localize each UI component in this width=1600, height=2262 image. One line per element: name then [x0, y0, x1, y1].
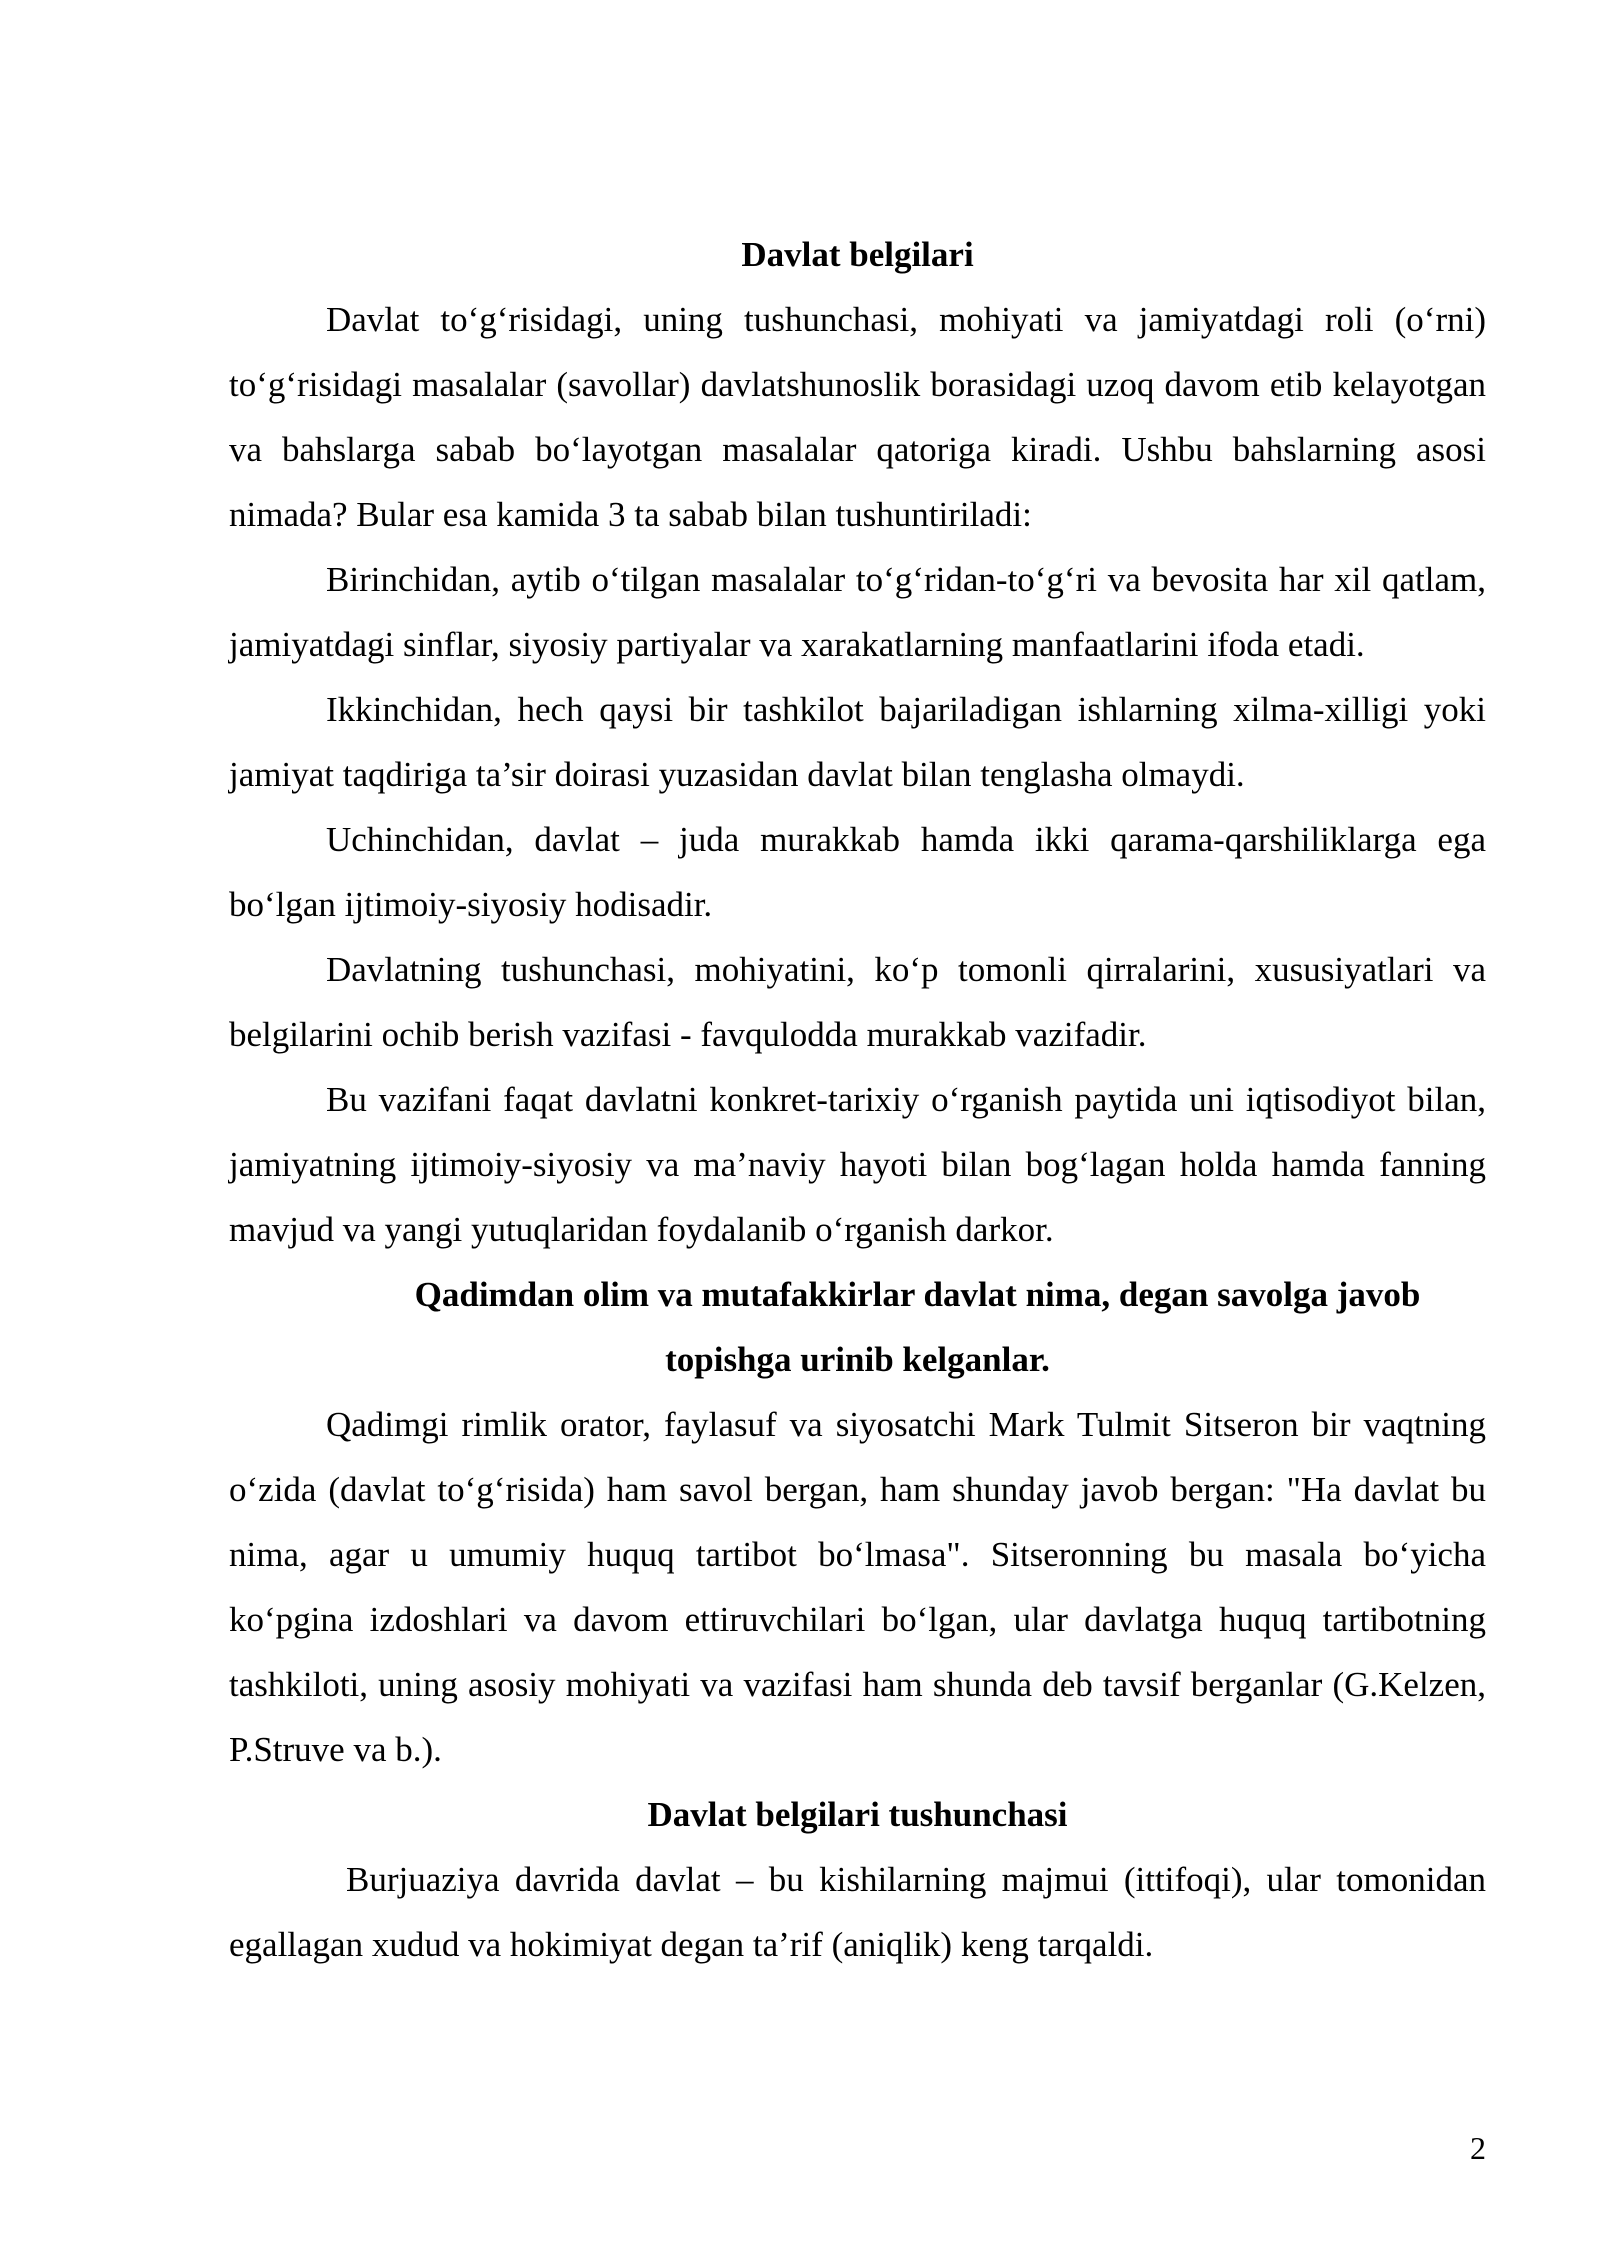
document-body	[229, 222, 1486, 1977]
section-heading-line1: Qadimdan olim va mutafakkirlar davlat nima, degan savolga javob	[414, 1275, 1421, 1314]
paragraph-ikkinchidan: Ikkinchidan, hech qaysi bir tashkilot bajariladigan ishlarning xilma-xilligi yoki jamiyat taqdiriga ta’sir doirasi yuzasidan davlat bilan tenglasha olmaydi.	[229, 690, 1486, 794]
page-number: 2	[1470, 2130, 1486, 2166]
section-heading-line2: topishga urinib kelganlar.	[665, 1340, 1050, 1379]
paragraph-uchinchidan: Uchinchidan, davlat – juda murakkab hamda ikki qarama-qarshiliklarga ega bo‘lgan ijtimoiy-siyosiy hodisadir.	[229, 820, 1486, 924]
paragraph-intro: Davlat to‘g‘risidagi, uning tushunchasi, mohiyati va jamiyatdagi roli (o‘rni) to‘g‘risidagi masalalar (savollar) davlatshunoslik borasidagi uzoq davom etib kelayotgan va bahslarga sabab bo‘layotgan masalalar qatoriga kiradi. Ushbu bahslarning asosi nimada? Bular esa kamida 3 ta sabab bilan tushuntiriladi:	[229, 300, 1486, 534]
page-title: Davlat belgilari	[741, 235, 974, 274]
section-heading-belgilari: Davlat belgilari tushunchasi	[647, 1795, 1068, 1834]
paragraph-birinchidan: Birinchidan, aytib o‘tilgan masalalar to‘g‘ridan-to‘g‘ri va bevosita har xil qatlam, jamiyatdagi sinflar, siyosiy partiyalar va xarakatlarning manfaatlarini ifoda etadi.	[229, 560, 1486, 664]
paragraph-davlatning: Davlatning tushunchasi, mohiyatini, ko‘p tomonli qirralarini, xususiyatlari va belgilarini ochib berish vazifasi - favqulodda murakkab vazifadir.	[229, 950, 1486, 1054]
paragraph-sitseron: Qadimgi rimlik orator, faylasuf va siyosatchi Mark Tulmit Sitseron bir vaqtning o‘zida (davlat to‘g‘risida) ham savol bergan, ham shunday javob bergan: "Ha davlat bu nima, agar u umumiy huquq tartibot bo‘lmasa". Sitseronning bu masala bo‘yicha ko‘pgina izdoshlari va davom ettiruvchilari bo‘lgan, ular davlatga huquq tartibotning tashkiloti, uning asosiy mohiyati va vazifasi ham shunda deb tavsif berganlar (G.Kelzen, P.Struve va b.).	[229, 1405, 1486, 1769]
paragraph-burjuaziya: Burjuaziya davrida davlat – bu kishilarning majmui (ittifoqi), ular tomonidan egallagan xudud va hokimiyat degan ta’rif (aniqlik) keng tarqaldi.	[229, 1860, 1486, 1964]
paragraph-bu-vazifani: Bu vazifani faqat davlatni konkret-tarixiy o‘rganish paytida uni iqtisodiyot bilan, jamiyatning ijtimoiy-siyosiy va ma’naviy hayoti bilan bog‘lagan holda hamda fanning mavjud va yangi yutuqlaridan foydalanib o‘rganish darkor.	[229, 1080, 1486, 1249]
